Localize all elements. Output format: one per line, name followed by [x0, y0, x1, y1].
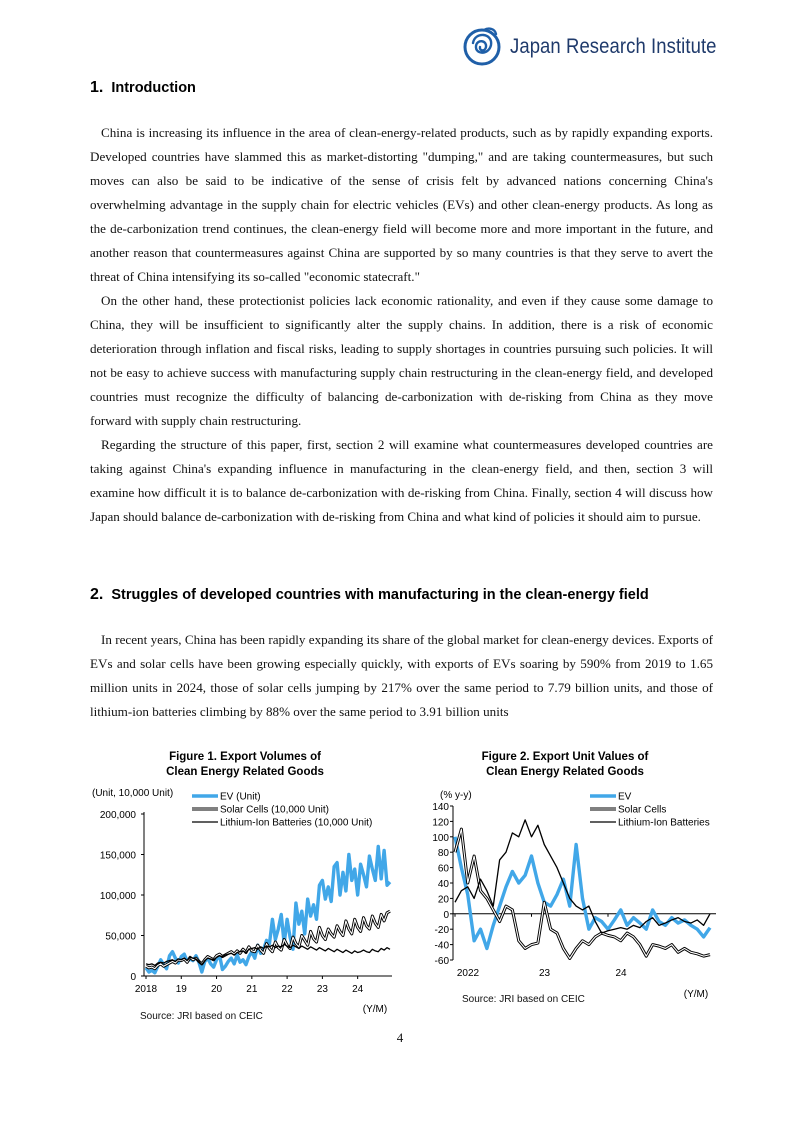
y-tick-label: 40	[437, 879, 449, 890]
x-tick-label: 2022	[456, 968, 480, 979]
y-tick-label: 100	[432, 832, 449, 844]
y-tick-label: 140	[432, 802, 449, 813]
page-header	[462, 22, 745, 72]
figure-2-title	[420, 750, 710, 780]
y-tick-label: 60	[437, 863, 449, 875]
paragraph: Regarding the structure of this paper, first, section 2 will examine what countermeasures developed countries are taking against China's expanding influence in manufacturing in the clean-energy field, and then, section 3 will examine how difficult it is to balance de-carbonization with de-risking from China. Finally, section 4 will discuss how Japan should balance de-carbonization with de-risking from China and what kind of policies it should aim to pursue.	[90, 437, 713, 524]
figure-2-source: Source: JRI based on CEIC	[462, 994, 585, 1005]
y-tick-label: 150,000	[99, 850, 136, 862]
figure-1-source: Source: JRI based on CEIC	[140, 1011, 263, 1022]
paragraph: On the other hand, these protectionist policies lack economic rationality, and even if they cause some damage to China, they will be insufficient to significantly alter the supply chains. In addition, there is a risk of economic deterioration through inflation and fiscal risks, leading to supply shortages in countries pursuing such policies. It will not be easy to achieve success with manufacturing supply chain restructuring in the clean-energy field, and developed countries must recognize the difficulty of balancing de-carbonization with de-risking from China as they move forward with supply chain restructuring.	[90, 293, 713, 428]
x-tick-label: 2018	[134, 984, 158, 995]
x-tick-label: 24	[352, 984, 364, 995]
section-1-body	[90, 121, 713, 529]
section-title: Struggles of developed countries with manufacturing in the clean-energy field	[111, 587, 649, 603]
figure-title-line: Figure 1. Export Volumes of	[169, 751, 321, 763]
section-2-body	[90, 628, 713, 724]
legend-label-1: Solar Cells (10,000 Unit)	[220, 804, 329, 816]
x-tick-label: 19	[175, 984, 187, 995]
paragraph: In recent years, China has been rapidly expanding its share of the global market for clean-energy devices. Exports of EVs and solar cells have been growing especially quickly, with exports of EVs soaring by 590% from 2019 to 1.65 million units in 2024, those of solar cells jumping by 217% over the same period to 7.79 billion units, and those of lithium-ion batteries climbing by 88% over the same period to 3.91 billion units	[90, 632, 713, 719]
figure-2	[420, 748, 720, 1028]
legend-label-0: EV (Unit)	[220, 791, 261, 803]
section-number: 2.	[90, 586, 104, 603]
x-tick-label: 21	[246, 984, 258, 995]
page-number: 4	[396, 1030, 404, 1045]
y-tick-label: 80	[437, 848, 449, 860]
x-tick-label: 22	[281, 984, 293, 995]
legend-label-0: EV	[618, 791, 632, 803]
y-tick-label: -40	[434, 940, 449, 952]
y-tick-label: 120	[432, 817, 449, 829]
section-number: 1.	[90, 79, 104, 96]
paragraph: China is increasing its influence in the area of clean-energy-related products, such as by rapidly expanding exports. Developed countries have slammed this as market-distorting "dumping," and are taking countermeasures, but such moves can also be said to be indicative of the sense of crisis felt by advanced nations concerning China's overwhelming advantage in the supply chain for electric vehicles (EVs) and other clean-energy products. As long as the de-carbonization trend continues, the clean-energy field will become more and more important in the future, and another reason that countermeasures against China are supported by so many countries is that they serve to avert the threat of China intensifying its so-called "economic statecraft."	[90, 125, 713, 284]
x-tick-label: 23	[538, 968, 551, 979]
legend-label-2: Lithium-Ion Batteries (10,000 Unit)	[220, 817, 373, 829]
jri-swirl-logo-icon	[462, 25, 502, 69]
y-tick-label: 0	[130, 972, 136, 983]
section-title: Introduction	[111, 80, 196, 96]
org-name: Japan Research Institute	[510, 35, 717, 58]
x-axis-label: (Y/M)	[362, 1004, 388, 1015]
y-tick-label: -60	[434, 956, 449, 967]
figure-1-chart	[92, 784, 400, 1044]
x-tick-label: 20	[210, 984, 223, 995]
y-tick-label: 100,000	[99, 891, 136, 902]
series-line-0	[455, 837, 710, 949]
figure-2-chart	[420, 784, 720, 1044]
y-tick-label: 50,000	[105, 931, 136, 943]
series-line-0	[146, 846, 390, 972]
section-heading-2	[90, 586, 715, 604]
figure-1	[92, 748, 400, 1028]
y-axis-label: (Unit, 10,000 Unit)	[92, 788, 174, 799]
legend-label-2: Lithium-Ion Batteries	[618, 817, 710, 829]
x-axis-label: (Y/M)	[683, 989, 709, 1000]
y-tick-label: 200,000	[99, 810, 136, 821]
y-axis-label: (% y-y)	[440, 790, 472, 801]
legend-label-1: Solar Cells	[618, 804, 667, 816]
figure-title-line: Clean Energy Related Goods	[486, 766, 644, 778]
x-tick-label: 24	[615, 968, 627, 979]
figure-title-line: Clean Energy Related Goods	[166, 766, 324, 778]
figure-1-title	[120, 750, 370, 780]
figure-title-line: Figure 2. Export Unit Values of	[481, 751, 649, 763]
y-tick-label: 0	[443, 909, 449, 921]
section-heading-1	[90, 79, 715, 97]
y-tick-label: 20	[437, 894, 449, 906]
y-tick-label: -20	[434, 925, 449, 937]
x-tick-label: 23	[316, 984, 328, 995]
